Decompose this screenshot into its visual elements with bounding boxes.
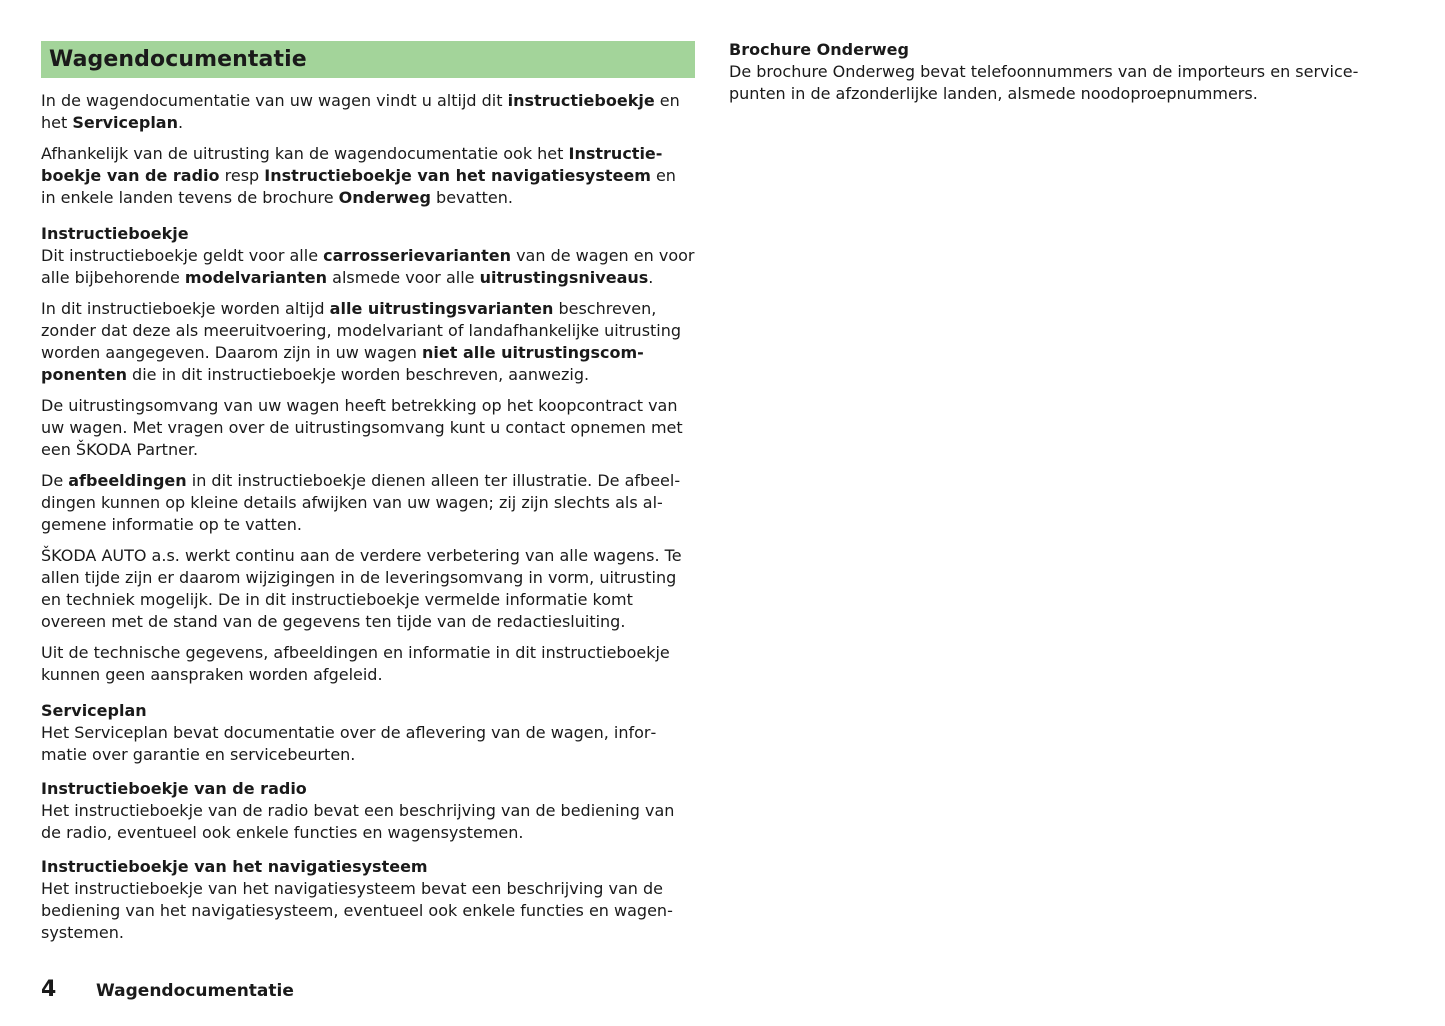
serviceplan-text: Het Serviceplan bevat documentatie over de aflevering van de wagen, informatie over garantie en servicebeurten.	[41, 723, 657, 764]
radio-section	[41, 778, 695, 844]
radio-heading: Instructieboekje van de radio	[41, 779, 307, 798]
page-number: 4	[41, 977, 57, 1002]
instructieboekje-paragraph-4: De afbeeldingen in dit instructieboekje dienen alleen ter illustratie. De afbeeldingen kunnen op kleine details afwijken van uw wagen; zij zijn slechts als algemene informatie op te vatten.	[41, 471, 681, 534]
onderweg-section	[729, 39, 1409, 105]
navigatie-section	[41, 856, 695, 944]
instructieboekje-paragraph-1: Dit instructieboekje geldt voor alle carrosserievarianten van de wagen en voor alle bijbehorende modelvarianten alsmede voor alle uitrustingsniveaus.	[41, 246, 695, 287]
footer-title: Wagendocumentatie	[96, 981, 294, 1001]
intro-paragraph-1: In de wagendocumentatie van uw wagen vindt u altijd dit instructieboekje en het Serviceplan.	[41, 91, 680, 132]
navigatie-text: Het instructieboekje van het navigatiesysteem bevat een beschrijving van de bediening van het navigatiesysteem, eventueel ook enkele functies en wagensystemen.	[41, 879, 673, 942]
right-column	[729, 39, 1409, 114]
instructieboekje-paragraph-5: ŠKODA AUTO a.s. werkt continu aan de verdere verbetering van alle wagens. Te allen tijde zijn er daarom wijzigingen in de leveringsomvang in vorm, uitrusting en techniek mogelijk. De in dit instructieboekje vermelde informatie komt overeen met de stand van de gegevens ten tijde van de redactiesluiting.	[41, 546, 682, 631]
instructieboekje-paragraph-6: Uit de technische gegevens, afbeeldingen en informatie in dit instructieboekje kunnen geen aanspraken worden afgeleid.	[41, 643, 670, 684]
navigatie-heading: Instructieboekje van het navigatiesysteem	[41, 857, 428, 876]
instructieboekje-paragraph-2: In dit instructieboekje worden altijd alle uitrustingsvarianten beschreven, zonder dat deze als meeruitvoering, modelvariant of landafhankelijke uitrusting worden aangegeven. Daarom zijn in uw wagen niet alle uitrustingscomponenten die in dit instructieboekje worden beschreven, aanwezig.	[41, 299, 682, 384]
instructieboekje-section	[41, 223, 695, 289]
radio-text: Het instructieboekje van de radio bevat een beschrijving van de bediening van de radio, eventueel ook enkele functies en wagensystemen.	[41, 801, 675, 842]
onderweg-text: De brochure Onderweg bevat telefoonnummers van de importeurs en servicepunten in de afzonderlijke landen, alsmede noodoproepnummers.	[729, 62, 1359, 103]
serviceplan-heading: Serviceplan	[41, 701, 147, 720]
serviceplan-section	[41, 700, 695, 766]
instructieboekje-paragraph-3: De uitrustingsomvang van uw wagen heeft betrekking op het koopcontract van uw wagen. Met vragen over de uitrustingsomvang kunt u contact opnemen met een ŠKODA Partner.	[41, 396, 683, 459]
section-title: Wagendocumentatie	[41, 41, 695, 78]
instructieboekje-heading: Instructieboekje	[41, 224, 189, 243]
left-column	[41, 41, 695, 953]
onderweg-heading: Brochure Onderweg	[729, 40, 909, 59]
intro-paragraph-2: Afhankelijk van de uitrusting kan de wagendocumentatie ook het Instructieboekje van de radio resp Instructieboekje van het navigatiesysteem en in enkele landen tevens de brochure Onderweg bevatten.	[41, 144, 676, 207]
